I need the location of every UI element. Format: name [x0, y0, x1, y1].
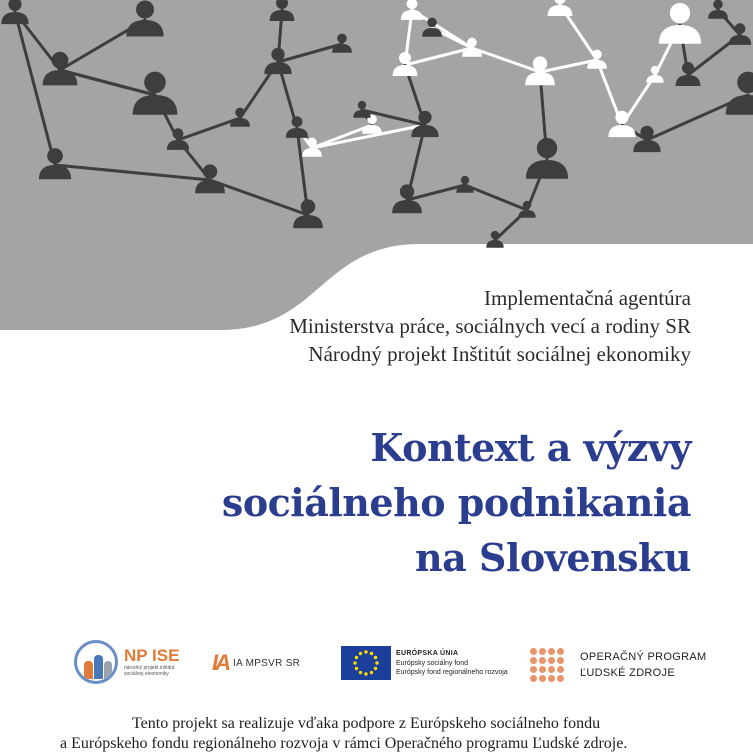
np-ise-emblem-icon [74, 640, 118, 684]
title-line-1: Kontext a výzvy [370, 425, 691, 470]
agency-line: Implementačná agentúra [484, 286, 691, 310]
eu-star-icon [370, 652, 373, 655]
ia-mark-icon: IA [212, 650, 228, 675]
eu-title: EURÓPSKA ÚNIA [396, 650, 459, 657]
ia-mpsvr-logo [212, 650, 300, 676]
eu-star-icon [370, 671, 373, 674]
eu-star-icon [359, 671, 362, 674]
eu-star-icon [355, 656, 358, 659]
eu-star-icon [375, 661, 378, 664]
document-title [222, 420, 691, 585]
eu-star-icon [374, 667, 377, 670]
funding-line-1: Tento projekt sa realizuje vďaka podpore z Európskeho sociálneho fondu [132, 715, 601, 732]
agency-block [289, 284, 691, 368]
ia-mpsvr-text: IA MPSVR SR [233, 657, 301, 669]
eu-star-icon [364, 672, 367, 675]
banner-background [0, 0, 753, 330]
eu-star-icon [374, 656, 377, 659]
funding-note [0, 714, 753, 754]
title-line-3: na Slovensku [415, 535, 691, 580]
eu-flag-icon [341, 646, 391, 680]
eu-star-icon [355, 667, 358, 670]
ministry-line: Ministerstva práce, sociálnych vecí a rodiny SR [289, 314, 691, 338]
network-banner-image [0, 0, 753, 330]
np-ise-logo [74, 640, 194, 684]
eu-logo [341, 646, 508, 680]
eu-star-icon [353, 661, 356, 664]
op-line-2: ĽUDSKÉ ZDROJE [580, 667, 675, 679]
np-ise-name: NP ISE [124, 646, 180, 665]
eu-star-icon [359, 652, 362, 655]
project-line: Národný projekt Inštitút sociálnej ekonomiky [308, 342, 691, 366]
eu-fund-1: Európsky sociálny fond [396, 660, 468, 667]
title-line-2: sociálneho podnikania [221, 480, 691, 525]
np-ise-subtitle: národný projekt inštitút sociálnej ekonomiky [124, 665, 175, 677]
op-line-1: OPERAČNÝ PROGRAM [580, 651, 707, 663]
op-lz-logo [530, 648, 706, 682]
partner-logos [0, 636, 753, 694]
eu-fund-2: Európsky fond regionálneho rozvoja [396, 669, 508, 676]
op-dots-icon [530, 648, 566, 682]
eu-star-icon [364, 650, 367, 653]
funding-line-2: a Európskeho fondu regionálneho rozvoja v rámci Operačného programu Ľudské zdroje. [60, 735, 628, 752]
